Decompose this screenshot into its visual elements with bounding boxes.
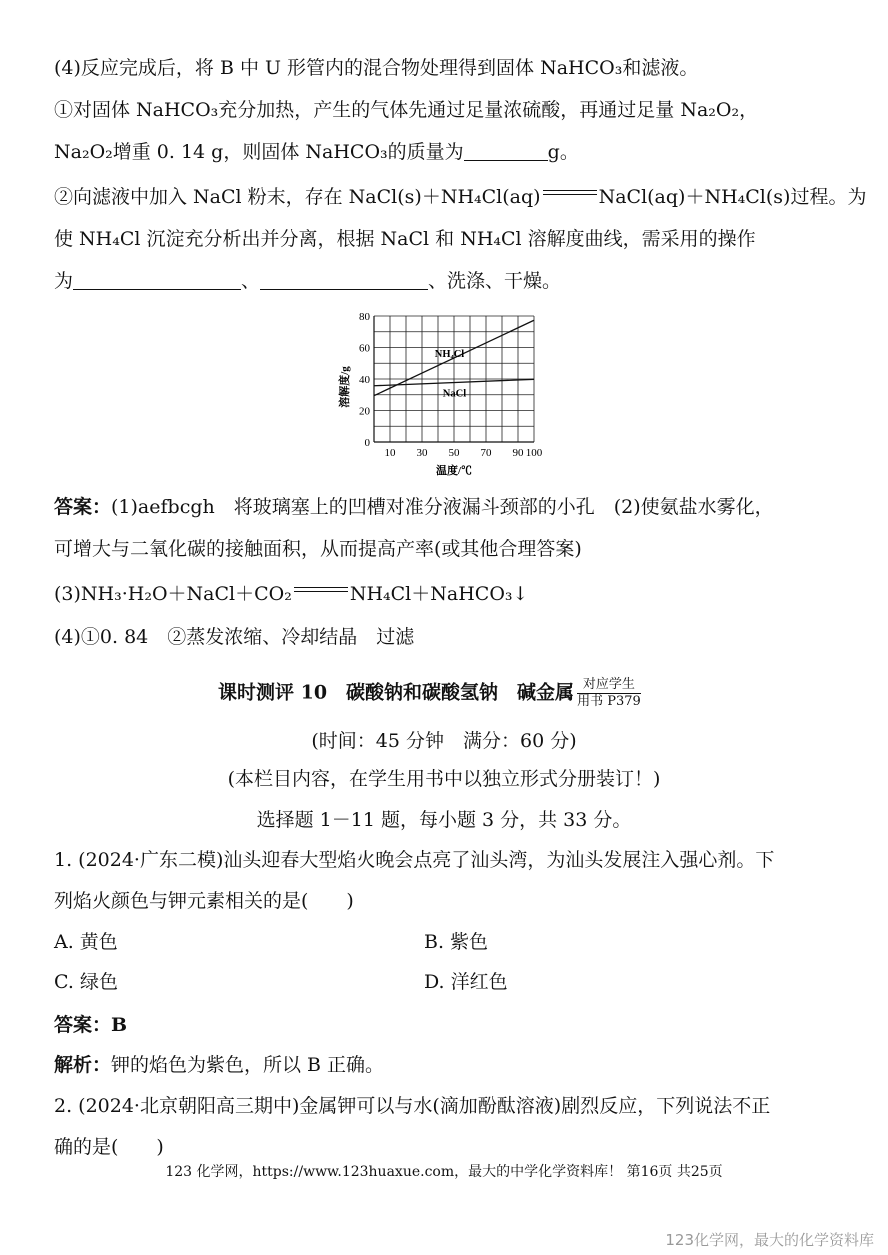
x-tick-label: 50 — [448, 447, 460, 459]
answer-eq-left: (3)NH₃·H₂O＋NaCl＋CO₂ — [54, 583, 292, 605]
q4-part1-text: Na₂O₂增重 0. 14 g，则固体 NaHCO₃的质量为 — [54, 141, 464, 163]
q4-part2-line2: 使 NH₄Cl 沉淀充分析出并分离，根据 NaCl 和 NH₄Cl 溶解度曲线，需采用的操作 — [54, 228, 756, 250]
answer-label: 答案： — [54, 496, 112, 518]
x-tick-label: 10 — [384, 447, 396, 459]
q1-stem-line2: 列焰火颜色与钾元素相关的是( ) — [54, 890, 354, 912]
q1-option-b[interactable]: B. 紫色 — [424, 931, 489, 953]
section-note: (本栏目内容，在学生用书中以独立形式分册装订！) — [227, 768, 661, 790]
y-tick-label: 0 — [364, 437, 370, 449]
book-ref-bottom: 用书 P379 — [577, 694, 641, 709]
answer-line1 — [54, 495, 774, 519]
answer-blank-op1[interactable] — [73, 271, 241, 290]
legend-nh4cl: NH₄Cl — [434, 348, 465, 360]
q4-part2-text-b: NaCl(aq)＋NH₄Cl(s)过程。为 — [598, 186, 867, 208]
section-time: (时间：45 分钟 满分：60 分) — [311, 730, 577, 752]
q4-part2-line3 — [54, 269, 561, 293]
q1-answer — [54, 1013, 127, 1037]
q4-part1-line1: ①对固体 NaHCO₃充分加热，产生的气体先通过足量浓硫酸，再通过足量 Na₂O₂， — [54, 99, 759, 121]
q4-intro: (4)反应完成后，将 B 中 U 形管内的混合物处理得到固体 NaHCO₃和滤液。 — [54, 57, 699, 79]
q1-option-a[interactable]: A. 黄色 — [54, 931, 118, 953]
q2-stem-line2: 确的是( ) — [54, 1136, 164, 1158]
answer-text1: (1)aefbcgh 将玻璃塞上的凹槽对准分液漏斗颈部的小孔 (2)使氨盐水雾化， — [111, 496, 774, 518]
q1-option-c[interactable]: C. 绿色 — [54, 971, 118, 993]
chart-labels — [337, 311, 543, 477]
solubility-chart — [330, 306, 560, 482]
answer-line4: (4)①0. 84 ②蒸发浓缩、冷却结晶 过滤 — [54, 626, 415, 648]
page-footer: 123 化学网，https://www.123huaxue.com，最大的中学化学资料库！ 第16页 共25页 — [165, 1164, 723, 1180]
q1-answer-label: 答案： — [54, 1014, 112, 1036]
x-tick-label: 30 — [416, 447, 428, 459]
x-tick-label: 90 — [512, 447, 524, 459]
section-title — [218, 677, 641, 710]
q1-explanation-text: 钾的焰色为紫色，所以 B 正确。 — [111, 1054, 385, 1076]
y-tick-label: 80 — [359, 311, 370, 323]
legend-nacl: NaCl — [442, 388, 467, 400]
section-instructions: 选择题 1－11 题，每小题 3 分，共 33 分。 — [256, 809, 632, 831]
q4-part2-sep: 、 — [241, 270, 261, 292]
q1-answer-value: B — [111, 1014, 128, 1036]
book-reference — [577, 677, 641, 710]
equals-sign — [292, 584, 350, 598]
q4-part2-text-a: ②向滤液中加入 NaCl 粉末，存在 NaCl(s)＋NH₄Cl(aq) — [54, 186, 541, 208]
q1-explanation — [54, 1053, 384, 1077]
q2-stem-line1: 2. (2024·北京朝阳高三期中)金属钾可以与水(滴加酚酞溶液)剧烈反应，下列说法不正 — [54, 1095, 771, 1117]
watermark: 123化学网，最大的化学资料库 — [665, 1231, 874, 1249]
x-tick-label: 70 — [480, 447, 492, 459]
answer-blank-mass[interactable] — [464, 142, 548, 161]
q4-part2-suffix: 、洗涤、干燥。 — [428, 270, 562, 292]
q4-part2-prefix: 为 — [54, 270, 74, 292]
q1-explanation-label: 解析： — [54, 1054, 112, 1076]
q4-part1-unit: g。 — [547, 141, 579, 163]
x-tick-label: 100 — [525, 447, 543, 459]
answer-blank-op2[interactable] — [260, 271, 428, 290]
q1-option-d[interactable]: D. 洋红色 — [424, 971, 508, 993]
answer-eq-right: NH₄Cl＋NaHCO₃↓ — [349, 583, 529, 605]
book-ref-top: 对应学生 — [577, 677, 641, 694]
equilibrium-sign — [541, 187, 599, 201]
q4-part1-line2 — [54, 140, 579, 164]
y-tick-label: 20 — [359, 405, 370, 418]
x-axis-label: 温度/℃ — [435, 465, 473, 477]
answer-line2: 可增大与二氧化碳的接触面积，从而提高产率(或其他合理答案) — [54, 538, 582, 560]
y-axis-label: 溶解度/g — [339, 366, 351, 408]
q4-part2-line1 — [54, 185, 866, 209]
chart-grid — [374, 316, 534, 442]
y-tick-label: 40 — [359, 374, 370, 386]
section-title-text: 课时测评 10 碳酸钠和碳酸氢钠 碱金属 — [218, 681, 575, 704]
y-tick-label: 60 — [359, 342, 370, 355]
answer-line3 — [54, 582, 528, 606]
q1-stem-line1: 1. (2024·广东二模)汕头迎春大型焰火晚会点亮了汕头湾，为汕头发展注入强心剂。下 — [54, 849, 775, 871]
